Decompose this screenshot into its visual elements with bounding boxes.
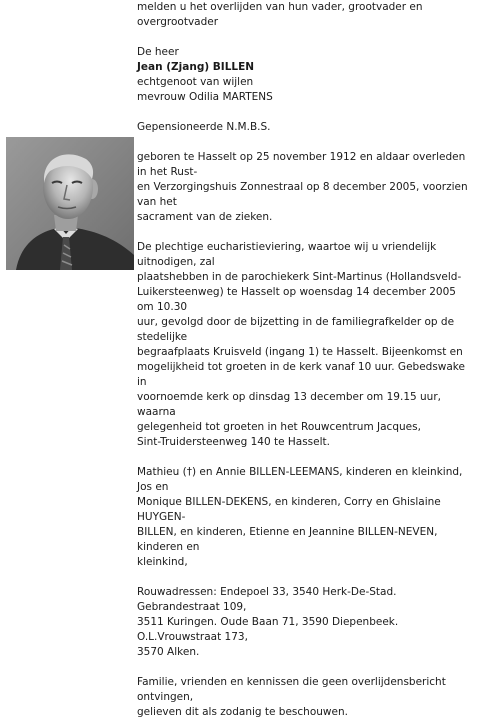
text-line: plaatshebben in de parochiekerk Sint-Martinus (Hollandsveld- — [137, 271, 462, 283]
text-line: begraafplaats Kruisveld (ingang 1) te Hasselt. Bijeenkomst en — [137, 346, 463, 358]
text-line: BILLEN, en kinderen, Etienne en Jeannine BILLEN-NEVEN, kinderen en — [137, 526, 438, 553]
ceremony-paragraph — [137, 240, 473, 450]
text-line: Familie, vrienden en kennissen die geen overlijdensbericht ontvingen, — [137, 676, 446, 703]
text-line: Luikersteenweg) te Hasselt op woensdag 14 december 2005 om 10.30 — [137, 286, 456, 313]
text-line: en Verzorgingshuis Zonnestraal op 8 december 2005, voorzien van het — [137, 181, 468, 208]
text-line: Rouwadressen: Endepoel 33, 3540 Herk-De-Stad. Gebrandestraat 109, — [137, 586, 397, 613]
text-line: Mathieu (†) en Annie BILLEN-LEEMANS, kinderen en kleinkind, Jos en — [137, 466, 463, 493]
text-line: De plechtige eucharistieviering, waartoe wij u vriendelijk uitnodigen, zal — [137, 241, 437, 268]
text-line: gelieven dit als zodanig te beschouwen. — [137, 706, 348, 718]
text-line: voornoemde kerk op dinsdag 13 december om 19.15 uur, waarna — [137, 391, 441, 418]
text-line: Monique BILLEN-DEKENS, en kinderen, Corry en Ghislaine HUYGEN- — [137, 496, 441, 523]
text-line: kleinkind, — [137, 556, 188, 568]
portrait-photo — [6, 137, 134, 270]
family-paragraph — [137, 465, 473, 570]
spouse-line-1: echtgenoot van wijlen — [137, 76, 254, 88]
spouse-line-2: mevrouw Odilia MARTENS — [137, 91, 273, 103]
text-line: gelegenheid tot groeten in het Rouwcentrum Jacques, — [137, 421, 421, 433]
text-line: mogelijkheid tot groeten in de kerk vanaf 10 uur. Gebedswake in — [137, 361, 465, 388]
text-line: geboren te Hasselt op 25 november 1912 en aldaar overleden in het Rust- — [137, 151, 466, 178]
closing-paragraph — [137, 675, 473, 720]
birth-death-paragraph — [137, 150, 473, 225]
text-line: sacrament van de zieken. — [137, 211, 273, 223]
text-line: uur, gevolgd door de bijzetting in de familiegrafkelder op de stedelijke — [137, 316, 455, 343]
intro-text: melden u het overlijden van hun vader, grootvader en overgrootvader — [137, 1, 423, 28]
text-line: 3570 Alken. — [137, 646, 200, 658]
deceased-name: Jean (Zjang) BILLEN — [137, 61, 255, 73]
addresses-paragraph — [137, 585, 473, 660]
salutation: De heer — [137, 46, 179, 58]
occupation: Gepensioneerde N.M.B.S. — [137, 121, 271, 133]
text-line: Sint-Truidersteenweg 140 te Hasselt. — [137, 436, 330, 448]
obituary-text — [137, 0, 473, 720]
portrait-illustration — [6, 137, 134, 270]
text-line: 3511 Kuringen. Oude Baan 71, 3590 Diepenbeek. O.L.Vrouwstraat 173, — [137, 616, 399, 643]
